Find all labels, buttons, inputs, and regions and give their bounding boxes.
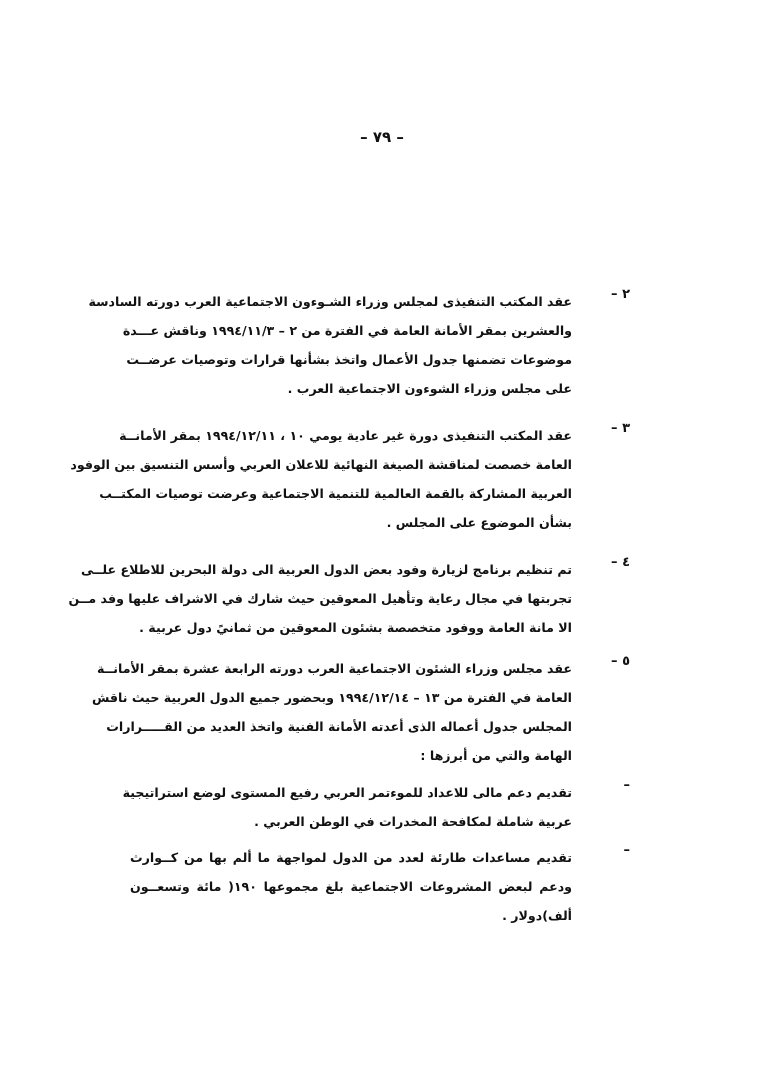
list-item-5	[91, 654, 630, 770]
item-text-line: العربية المشاركة بالقمة العالمية للتنمية الاجتماعية وعرضت توصيات المكتــب	[99, 486, 572, 501]
page-number: – ٧٩ –	[360, 128, 404, 146]
item-number: ٥ –	[611, 654, 630, 669]
list-item-2	[88, 287, 630, 403]
sub-item-1	[122, 778, 630, 836]
item-text-line: العامة خصصت لمناقشة الصيغة النهائية للاعلان العربي وأسس التنسيق بين الوفود	[70, 457, 572, 472]
item-text-line: عقد المكتب التنفيذى لمجلس وزراء الشـوءون الاجتماعية العرب دورته السادسة	[88, 294, 572, 309]
bullet-dash: –	[623, 843, 630, 858]
sub-item-text-line: عربية شاملة لمكافحة المخدرات في الوطن العربي .	[254, 814, 572, 829]
sub-item-text-line: تقديم دعم مالى للاعداد للموءتمر العربي رفيع المستوى لوضع استراتيجية	[122, 785, 572, 800]
item-text-line: عقد مجلس وزراء الشئون الاجتماعية العرب دورته الرابعة عشرة بمقر الأمانــة	[97, 661, 572, 676]
item-text-line: بشأن الموضوع على المجلس .	[386, 515, 572, 530]
list-item-4	[68, 555, 630, 642]
item-text-line: موضوعات تضمنها جدول الأعمال واتخذ بشأنها قرارات وتوصيات عرضــت	[126, 352, 572, 367]
item-number: ٤ –	[611, 555, 630, 570]
item-text-line: تم تنظيم برنامج لزيارة وفود بعض الدول العربية الى دولة البحرين للاطلاع علــى	[80, 562, 572, 577]
item-text-line: الا مانة العامة ووفود متخصصة بشئون المعوقين من ثمانيً دول عربية .	[139, 620, 572, 635]
sub-item-text-line: ألف)دولار .	[502, 908, 572, 923]
sub-item-text-line: ودعم لبعض المشروعات الاجتماعية بلغ مجموعها ١٩٠( مائة وتسعــون	[130, 879, 573, 894]
bullet-dash: –	[623, 778, 630, 793]
item-text-line: الهامة والتي من أبرزها :	[420, 748, 572, 763]
item-number: ٣ –	[611, 421, 630, 436]
sub-item-2	[130, 843, 630, 930]
item-text-line: على مجلس وزراء الشوءون الاجتماعية العرب .	[287, 381, 572, 396]
sub-item-text-line: تقديم مساعدات طارئة لعدد من الدول لمواجهة ما ألم بها من كــوارث	[130, 850, 572, 865]
item-text-line: العامة في الفترة من ١٣ – ١٩٩٤/١٢/١٤ وبحضور جميع الدول العربية حيث ناقش	[91, 690, 572, 705]
item-text-line: المجلس جدول أعماله الذى أعدته الأمانة الفنية واتخذ العديد من القـــــرارات	[106, 719, 572, 734]
list-item-3	[70, 421, 630, 537]
item-text-line: تجربتها في مجال رعاية وتأهيل المعوقين حيث شارك في الاشراف عليها وفد مــن	[68, 591, 572, 606]
item-text-line: عقد المكتب التنفيذى دورة غير عادية يومي ١٠ ، ١٩٩٤/١٢/١١ بمقر الأمانــة	[119, 428, 572, 443]
item-text-line: والعشرين بمقر الأمانة العامة في الفترة من ٢ – ١٩٩٤/١١/٣ وناقش عـــدة	[122, 323, 572, 338]
item-number: ٢ –	[611, 287, 630, 302]
